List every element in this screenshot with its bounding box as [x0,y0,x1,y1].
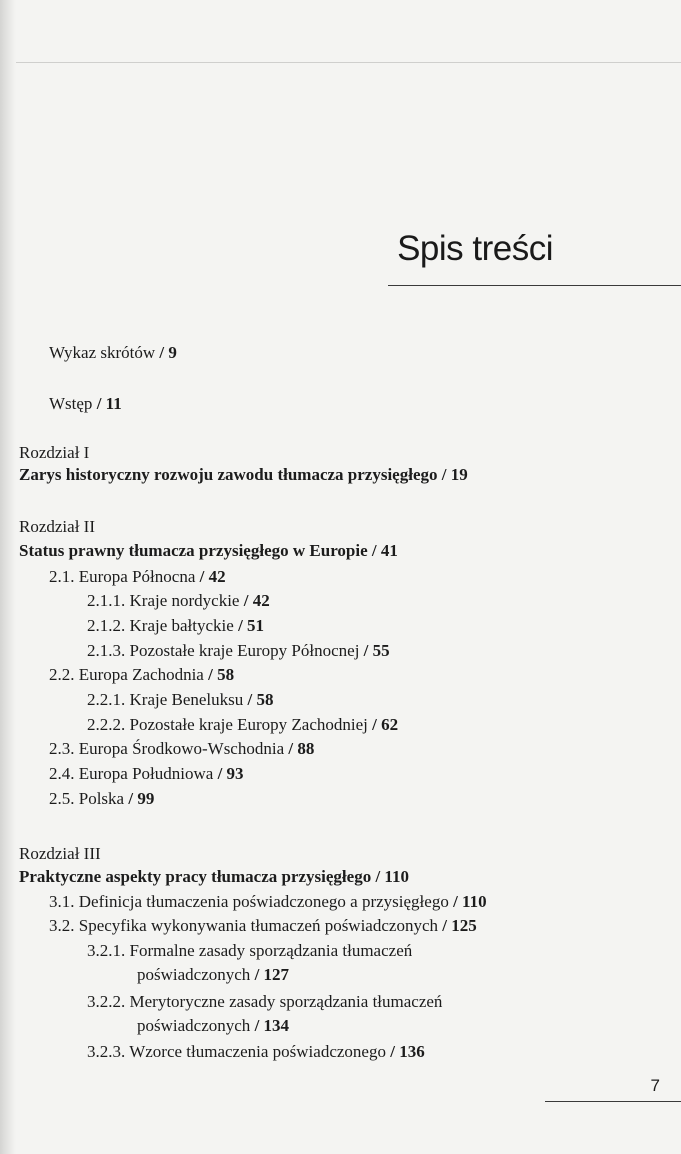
toc-entry-label: Wzorce tłumaczenia poświadczonego [129,1042,386,1061]
toc-entry-page: / 51 [238,616,265,635]
header-rule [16,62,681,63]
toc-entry-page: / 110 [375,867,409,886]
toc-entry-page: / 42 [199,567,226,586]
toc-entry-number: 3.2.1. [87,941,126,960]
toc-entry-label: Europa Południowa [78,764,214,783]
toc-entry-label: Europa Środkowo-Wschodnia [78,739,285,758]
toc-entry-label: Pozostałe kraje Europy Zachodniej [129,715,368,734]
toc-entry-page: / 11 [96,394,122,413]
toc-entry-number: 2.3. [49,739,75,758]
toc-entry[interactable] [87,1041,425,1063]
toc-entry-label: poświadczonych [137,1016,251,1035]
toc-entry-label: Kraje bałtyckie [129,616,234,635]
toc-entry-number: 2.2.2. [87,715,126,734]
toc-entry[interactable] [49,788,154,810]
toc-entry-number: 2.1.1. [87,591,126,610]
toc-entry-page: / 88 [288,739,315,758]
toc-entry-label: Definicja tłumaczenia poświadczonego a przysięgłego [78,892,449,911]
toc-entry-continuation[interactable] [137,964,289,986]
toc-entry-page: / 62 [372,715,399,734]
toc-entry-page: / 55 [363,641,390,660]
toc-entry-label: Specyfika wykonywania tłumaczeń poświadczonych [78,916,438,935]
toc-entry-label: Wstęp [49,394,93,413]
toc-entry-label: Kraje nordyckie [129,591,240,610]
chapter-heading: Rozdział III [19,844,101,863]
toc-entry-page: / 99 [128,789,155,808]
toc-entry-label: Zarys historyczny rozwoju zawodu tłumacza przysięgłego [19,465,438,484]
chapter-heading: Rozdział I [19,443,90,462]
toc-entry-number: 2.1.3. [87,641,126,660]
toc-entry-page: / 127 [254,965,290,984]
toc-entry[interactable] [49,915,477,937]
toc-entry-page: / 58 [247,690,274,709]
toc-entry-number: 3.2.2. [87,992,126,1011]
toc-entry-number: 3.1. [49,892,75,911]
toc-entry-label: Polska [78,789,125,808]
toc-entry-label: Europa Zachodnia [78,665,204,684]
toc-entry-page: / 9 [159,343,177,362]
toc-entry[interactable] [49,891,487,913]
toc-entry-label: Kraje Beneluksu [129,690,244,709]
toc-entry-page: / 136 [390,1042,425,1061]
toc-entry-number: 3.2. [49,916,75,935]
toc-entry-page: / 42 [243,591,270,610]
toc-entry-label: Status prawny tłumacza przysięgłego w Europie [19,541,368,560]
toc-entry-page: / 134 [254,1016,290,1035]
toc-entry-label: Europa Północna [78,567,196,586]
toc-entry-page: / 125 [442,916,477,935]
toc-entry-number: 2.1.2. [87,616,126,635]
toc-entry[interactable] [87,940,412,962]
toc-entry-number: 2.1. [49,567,75,586]
page-spine-shadow [0,0,16,1154]
toc-entry[interactable] [49,664,234,686]
toc-entry[interactable] [87,689,274,711]
toc-entry-page: / 41 [371,541,398,560]
toc-entry[interactable] [87,590,270,612]
toc-entry-label: Wykaz skrótów [49,343,156,362]
toc-entry[interactable] [49,566,226,588]
toc-entry-number: 2.2.1. [87,690,126,709]
toc-entry-page: / 110 [453,892,487,911]
toc-entry[interactable] [87,714,398,736]
toc-entry-chapter-2[interactable] [19,540,398,562]
toc-entry[interactable] [49,738,314,760]
toc-entry-page: / 93 [217,764,244,783]
toc-entry-number: 2.4. [49,764,75,783]
toc-entry[interactable] [87,991,442,1013]
toc-entry-continuation[interactable] [137,1015,289,1037]
page-title: Spis treści [397,229,553,268]
toc-entry-abbreviations[interactable] [49,342,177,364]
toc-entry-number: 3.2.3. [87,1042,126,1061]
toc-entry-page: / 58 [208,665,235,684]
toc-entry[interactable] [87,615,264,637]
toc-entry-number: 2.5. [49,789,75,808]
toc-entry-chapter-1[interactable] [19,464,468,486]
toc-entry-label: poświadczonych [137,965,251,984]
toc-entry-label: Praktyczne aspekty pracy tłumacza przysięgłego [19,867,372,886]
title-rule [388,285,681,286]
toc-entry[interactable] [87,640,390,662]
toc-entry[interactable] [49,763,244,785]
toc-entry-page: / 19 [441,465,468,484]
toc-entry-label: Pozostałe kraje Europy Północnej [129,641,360,660]
toc-entry-introduction[interactable] [49,393,122,415]
toc-entry-chapter-3[interactable] [19,866,409,888]
chapter-heading: Rozdział II [19,517,95,536]
toc-entry-number: 2.2. [49,665,75,684]
toc-entry-label: Formalne zasady sporządzania tłumaczeń [129,941,413,960]
page-number-rule [545,1101,681,1102]
toc-entry-label: Merytoryczne zasady sporządzania tłumaczeń [129,992,443,1011]
page-number: 7 [650,1076,660,1095]
